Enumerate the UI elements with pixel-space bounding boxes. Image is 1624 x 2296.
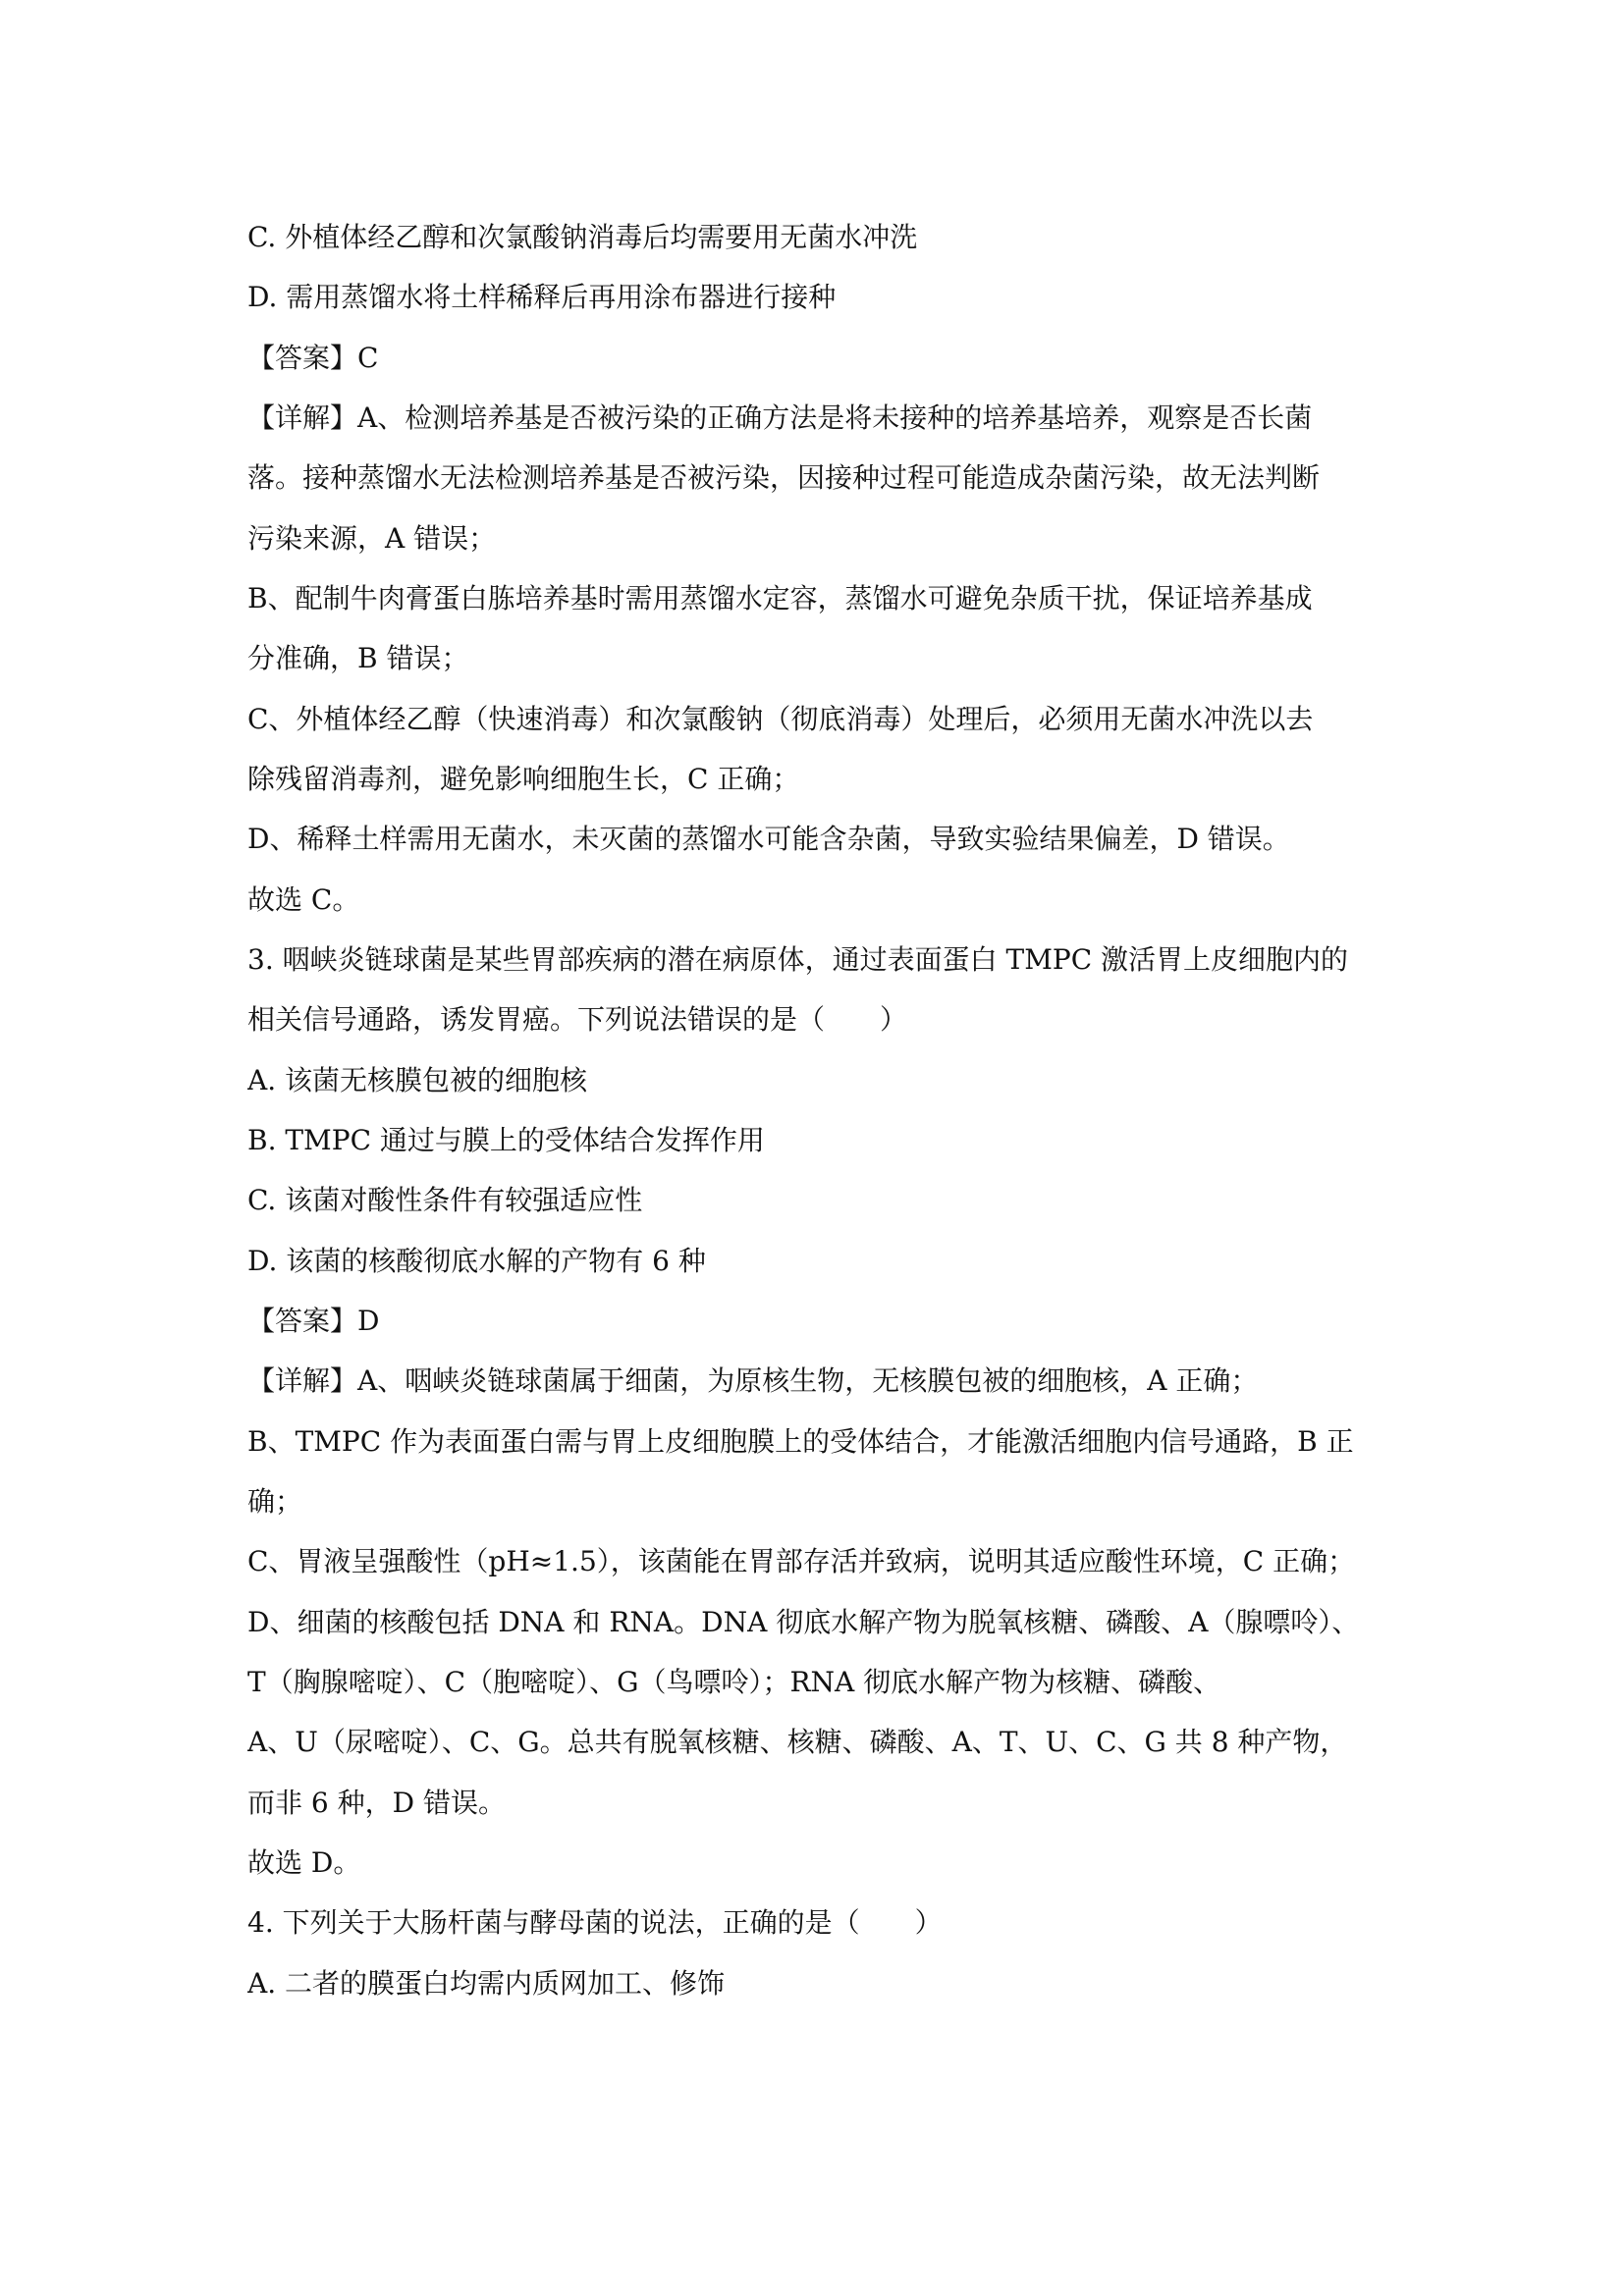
- conclusion-q3: 故选 D。: [247, 1846, 361, 1879]
- option-d-q2: D. 需用蒸馏水将土样稀释后再用涂布器进行接种: [247, 281, 837, 313]
- option-b-q3: B. TMPC 通过与膜上的受体结合发挥作用: [247, 1124, 765, 1156]
- answer-q2: 【答案】C: [247, 342, 379, 374]
- explanation-line: 【详解】A、咽峡炎链球菌属于细菌，为原核生物，无核膜包被的细胞核，A 正确；: [247, 1364, 1259, 1397]
- explanation-line: T（胸腺嘧啶）、C（胞嘧啶）、G（鸟嘌呤）；RNA 彻底水解产物为核糖、磷酸、: [247, 1666, 1221, 1698]
- explanation-line: 【详解】A、检测培养基是否被污染的正确方法是将未接种的培养基培养，观察是否长菌: [247, 401, 1313, 434]
- option-c-q2: C. 外植体经乙醇和次氯酸钠消毒后均需要用无菌水冲洗: [247, 221, 918, 253]
- explanation-line: 分准确，B 错误；: [247, 642, 469, 674]
- explanation-line: A、U（尿嘧啶）、C、G。总共有脱氧核糖、核糖、磷酸、A、T、U、C、G 共 8 种产物，: [247, 1726, 1348, 1758]
- explanation-line: B、TMPC 作为表面蛋白需与胃上皮细胞膜上的受体结合，才能激活细胞内信号通路，B 正: [247, 1425, 1354, 1458]
- explanation-line: D、稀释土样需用无菌水，未灭菌的蒸馏水可能含杂菌，导致实验结果偏差，D 错误。: [247, 823, 1290, 855]
- explanation-line: C、外植体经乙醇（快速消毒）和次氯酸钠（彻底消毒）处理后，必须用无菌水冲洗以去: [247, 703, 1314, 735]
- explanation-line: C、胃液呈强酸性（pH≈1.5），该菌能在胃部存活并致病，说明其适应酸性环境，C 正确；: [247, 1545, 1356, 1577]
- explanation-line: 确；: [247, 1485, 303, 1518]
- option-c-q3: C. 该菌对酸性条件有较强适应性: [247, 1184, 643, 1216]
- option-a-q3: A. 该菌无核膜包被的细胞核: [247, 1064, 588, 1096]
- option-d-q3: D. 该菌的核酸彻底水解的产物有 6 种: [247, 1245, 706, 1277]
- question-3-stem: 3. 咽峡炎链球菌是某些胃部疾病的潜在病原体，通过表面蛋白 TMPC 激活胃上皮细胞内的: [247, 943, 1349, 976]
- explanation-line: D、细菌的核酸包括 DNA 和 RNA。DNA 彻底水解产物为脱氧核糖、磷酸、A（腺嘌呤）、: [247, 1606, 1360, 1638]
- explanation-line: 而非 6 种，D 错误。: [247, 1787, 506, 1819]
- explanation-line: 污染来源，A 错误；: [247, 522, 497, 555]
- explanation-line: 除残留消毒剂，避免影响细胞生长，C 正确；: [247, 763, 800, 795]
- conclusion-q2: 故选 C。: [247, 883, 360, 916]
- explanation-line: B、配制牛肉膏蛋白胨培养基时需用蒸馏水定容，蒸馏水可避免杂质干扰，保证培养基成: [247, 582, 1313, 614]
- question-4-stem: 4. 下列关于大肠杆菌与酵母菌的说法，正确的是（ ）: [247, 1906, 943, 1939]
- question-3-stem: 相关信号通路，诱发胃癌。下列说法错误的是（ ）: [247, 1003, 908, 1036]
- option-a-q4: A. 二者的膜蛋白均需内质网加工、修饰: [247, 1967, 726, 2000]
- explanation-line: 落。接种蒸馏水无法检测培养基是否被污染，因接种过程可能造成杂菌污染，故无法判断: [247, 461, 1321, 494]
- answer-q3: 【答案】D: [247, 1305, 380, 1337]
